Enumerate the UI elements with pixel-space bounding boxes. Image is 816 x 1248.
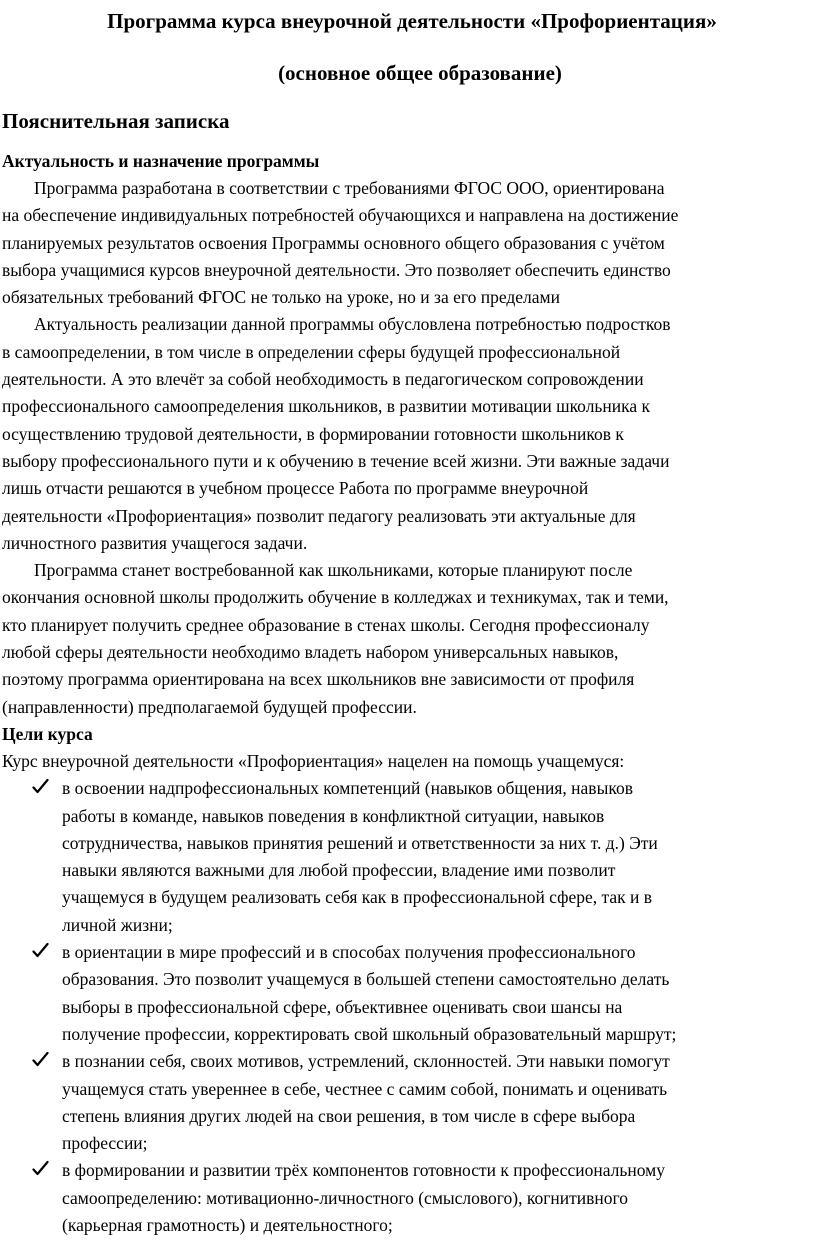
list-item-line: учащемуся стать увереннее в себе, честнее с самим собой, понимать и оценивать: [62, 1078, 668, 1099]
document-title: Программа курса внеурочной деятельности «Профориентация»: [107, 9, 717, 33]
paragraph-line: личностного развития учащегося задачи.: [2, 532, 308, 553]
paragraph-line: выбора учащимися курсов внеурочной деятельности. Это позволяет обеспечить единство: [2, 259, 671, 280]
list-item-line: в освоении надпрофессиональных компетенций (навыков общения, навыков: [62, 778, 633, 799]
paragraph-line: окончания основной школы продолжить обучение в колледжах и техникумах, так и теми,: [2, 587, 669, 608]
document-subtitle: (основное общее образование): [278, 61, 562, 85]
paragraph-line: на обеспечение индивидуальных потребностей обучающихся и направлена на достижение: [2, 205, 679, 226]
paragraph-line: в самоопределении, в том числе в определении сферы будущей профессиональной: [2, 341, 621, 362]
checkmark-icon: [32, 778, 49, 795]
list-item-line: личной жизни;: [62, 914, 173, 935]
list-item-line: навыки являются важными для любой профессии, владение ими позволит: [62, 860, 616, 881]
paragraph-1: [2, 175, 814, 311]
checkmark-icon: [32, 1051, 49, 1068]
paragraph-line: осуществлению трудовой деятельности, в формировании готовности школьников к: [2, 423, 624, 444]
list-item-line: сотрудничества, навыков принятия решений и ответственности за них т. д.) Эти: [62, 832, 658, 853]
list-item-line: в формировании и развитии трёх компонентов готовности к профессиональному: [62, 1160, 665, 1181]
goals-intro: Курс внеурочной деятельности «Профориентация» нацелен на помощь учащемуся:: [2, 750, 625, 771]
paragraph-line: Актуальность реализации данной программы обусловлена потребностью подростков: [34, 314, 671, 335]
list-item-line: образования. Это позволит учащемуся в большей степени самостоятельно делать: [62, 969, 670, 990]
paragraph-line: обязательных требований ФГОС не только на уроке, но и за его пределами: [2, 287, 561, 308]
subheading-relevance: Актуальность и назначение программы: [2, 151, 320, 171]
paragraph-line: любой сферы деятельности необходимо владеть набором универсальных навыков,: [2, 642, 619, 663]
paragraph-line: выбору профессионального пути и к обучению в течение всей жизни. Эти важные задачи: [2, 450, 670, 471]
paragraph-line: деятельности. А это влечёт за собой необходимость в педагогическом сопровождении: [2, 369, 644, 390]
paragraph-line: Программа разработана в соответствии с требованиями ФГОС ООО, ориентирована: [34, 178, 665, 198]
list-item-line: в познании себя, своих мотивов, устремлений, склонностей. Эти навыки помогут: [62, 1051, 670, 1072]
paragraph-line: (направленности) предполагаемой будущей профессии.: [2, 696, 417, 717]
list-item-line: получение профессии, корректировать свой школьный образовательный маршрут;: [62, 1023, 677, 1044]
list-item: [2, 1048, 814, 1157]
subheading-goals: Цели курса: [2, 723, 93, 744]
list-item: [2, 939, 814, 1048]
paragraph-line: планируемых результатов освоения Программы основного общего образования с учётом: [2, 232, 665, 253]
paragraph-line: лишь отчасти решаются в учебном процессе Работа по программе внеурочной: [2, 478, 589, 499]
list-item-line: выборы в профессиональной сфере, объективнее оценивать свои шансы на: [62, 996, 623, 1017]
list-item: [2, 775, 814, 939]
paragraph-line: поэтому программа ориентирована на всех школьников вне зависимости от профиля: [2, 669, 635, 690]
paragraph-line: Программа станет востребованной как школьниками, которые планируют после: [34, 560, 633, 581]
goals-list: [2, 775, 814, 1239]
list-item-line: (карьерная грамотность) и деятельностного;: [62, 1214, 393, 1235]
paragraph-2: [2, 311, 814, 557]
checkmark-icon: [32, 1160, 49, 1177]
section-heading: Пояснительная записка: [2, 109, 230, 133]
paragraph-3: [2, 557, 814, 721]
paragraph-line: кто планирует получить среднее образование в стенах школы. Сегодня профессионалу: [2, 614, 650, 635]
paragraph-line: деятельности «Профориентация» позволит педагогу реализовать эти актуальные для: [2, 505, 636, 526]
paragraph-line: профессионального самоопределения школьников, в развитии мотивации школьника к: [2, 396, 651, 417]
list-item-line: профессии;: [62, 1133, 148, 1154]
list-item-line: работы в команде, навыков поведения в конфликтной ситуации, навыков: [62, 805, 605, 826]
list-item-line: степень влияния других людей на свои решения, в том числе в сфере выбора: [62, 1105, 636, 1126]
checkmark-icon: [32, 942, 49, 959]
list-item: [2, 1157, 814, 1239]
list-item-line: учащемуся в будущем реализовать себя как в профессиональной сфере, так и в: [62, 887, 653, 908]
list-item-line: в ориентации в мире профессий и в способах получения профессионального: [62, 942, 636, 963]
list-item-line: самоопределению: мотивационно-личностного (смыслового), когнитивного: [62, 1187, 629, 1208]
